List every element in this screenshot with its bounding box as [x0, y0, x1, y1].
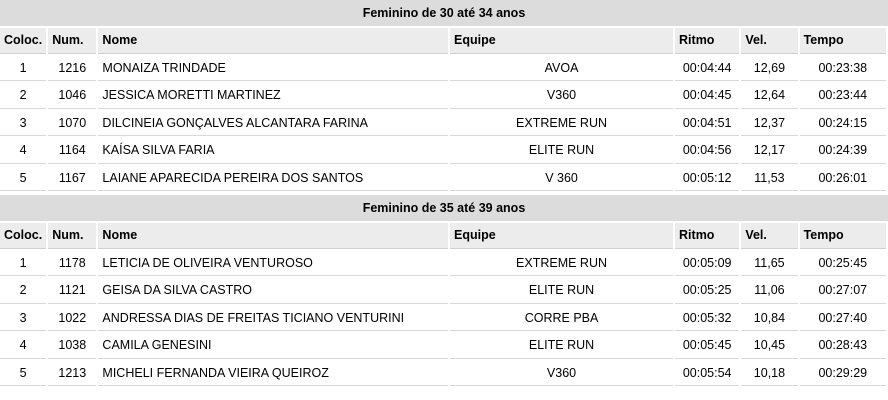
results-table — [0, 26, 888, 193]
cell-coloc: 4 — [0, 138, 46, 164]
cell-tempo: 00:26:01 — [800, 166, 886, 192]
cell-ritmo: 00:05:25 — [675, 278, 739, 304]
cell-coloc: 2 — [0, 83, 46, 109]
cell-vel: 10,45 — [741, 333, 797, 359]
cell-num: 1070 — [48, 111, 96, 137]
cell-ritmo: 00:05:09 — [675, 251, 739, 277]
cell-coloc: 3 — [0, 306, 46, 332]
cell-num: 1178 — [48, 251, 96, 277]
cell-tempo: 00:27:40 — [800, 306, 886, 332]
cell-vel: 11,65 — [741, 251, 797, 277]
column-header-nome: Nome — [98, 28, 448, 54]
cell-num: 1038 — [48, 333, 96, 359]
cell-equipe: V360 — [450, 361, 673, 387]
cell-coloc: 5 — [0, 166, 46, 192]
cell-tempo: 00:29:29 — [800, 361, 886, 387]
cell-coloc: 5 — [0, 361, 46, 387]
column-header-num: Num. — [48, 28, 96, 54]
cell-num: 1121 — [48, 278, 96, 304]
cell-nome: MICHELI FERNANDA VIEIRA QUEIROZ — [98, 361, 448, 387]
cell-nome: LETICIA DE OLIVEIRA VENTUROSO — [98, 251, 448, 277]
cell-vel: 10,84 — [741, 306, 797, 332]
cell-nome: MONAIZA TRINDADE — [98, 56, 448, 82]
column-header-ritmo: Ritmo — [675, 28, 739, 54]
column-header-coloc: Coloc. — [0, 223, 46, 249]
cell-ritmo: 00:05:45 — [675, 333, 739, 359]
cell-vel: 12,37 — [741, 111, 797, 137]
cell-nome: KAÍSA SILVA FARIA — [98, 138, 448, 164]
cell-vel: 12,64 — [741, 83, 797, 109]
table-row — [0, 56, 886, 82]
cell-tempo: 00:24:39 — [800, 138, 886, 164]
cell-vel: 12,17 — [741, 138, 797, 164]
cell-ritmo: 00:05:32 — [675, 306, 739, 332]
cell-num: 1216 — [48, 56, 96, 82]
cell-tempo: 00:27:07 — [800, 278, 886, 304]
table-row — [0, 166, 886, 192]
column-header-tempo: Tempo — [800, 223, 886, 249]
cell-ritmo: 00:04:51 — [675, 111, 739, 137]
cell-equipe: CORRE PBA — [450, 306, 673, 332]
cell-num: 1022 — [48, 306, 96, 332]
cell-coloc: 4 — [0, 333, 46, 359]
cell-vel: 11,06 — [741, 278, 797, 304]
cell-num: 1046 — [48, 83, 96, 109]
cell-nome: DILCINEIA GONÇALVES ALCANTARA FARINA — [98, 111, 448, 137]
cell-tempo: 00:23:38 — [800, 56, 886, 82]
cell-equipe: AVOA — [450, 56, 673, 82]
column-header-ritmo: Ritmo — [675, 223, 739, 249]
cell-tempo: 00:23:44 — [800, 83, 886, 109]
table-row — [0, 333, 886, 359]
cell-nome: LAIANE APARECIDA PEREIRA DOS SANTOS — [98, 166, 448, 192]
cell-ritmo: 00:05:54 — [675, 361, 739, 387]
cell-equipe: ELITE RUN — [450, 138, 673, 164]
table-row — [0, 278, 886, 304]
column-header-equipe: Equipe — [450, 223, 673, 249]
table-header-row — [0, 223, 886, 249]
column-header-nome: Nome — [98, 223, 448, 249]
cell-equipe: EXTREME RUN — [450, 111, 673, 137]
column-header-coloc: Coloc. — [0, 28, 46, 54]
cell-num: 1164 — [48, 138, 96, 164]
cell-coloc: 1 — [0, 251, 46, 277]
cell-nome: JESSICA MORETTI MARTINEZ — [98, 83, 448, 109]
table-header-row — [0, 28, 886, 54]
cell-tempo: 00:28:43 — [800, 333, 886, 359]
results-table — [0, 221, 888, 388]
cell-vel: 11,53 — [741, 166, 797, 192]
cell-vel: 12,69 — [741, 56, 797, 82]
column-header-num: Num. — [48, 223, 96, 249]
table-row — [0, 111, 886, 137]
table-row — [0, 306, 886, 332]
section-title: Feminino de 30 até 34 anos — [0, 0, 888, 26]
cell-num: 1167 — [48, 166, 96, 192]
cell-nome: GEISA DA SILVA CASTRO — [98, 278, 448, 304]
cell-tempo: 00:24:15 — [800, 111, 886, 137]
table-row — [0, 251, 886, 277]
cell-coloc: 2 — [0, 278, 46, 304]
cell-ritmo: 00:04:44 — [675, 56, 739, 82]
cell-ritmo: 00:04:56 — [675, 138, 739, 164]
table-row — [0, 83, 886, 109]
table-row — [0, 361, 886, 387]
column-header-tempo: Tempo — [800, 28, 886, 54]
cell-coloc: 1 — [0, 56, 46, 82]
section-title: Feminino de 35 até 39 anos — [0, 195, 888, 221]
cell-tempo: 00:25:45 — [800, 251, 886, 277]
cell-equipe: EXTREME RUN — [450, 251, 673, 277]
cell-nome: ANDRESSA DIAS DE FREITAS TICIANO VENTURINI — [98, 306, 448, 332]
cell-vel: 10,18 — [741, 361, 797, 387]
cell-equipe: V 360 — [450, 166, 673, 192]
column-header-vel: Vel. — [741, 223, 797, 249]
cell-ritmo: 00:05:12 — [675, 166, 739, 192]
cell-num: 1213 — [48, 361, 96, 387]
cell-nome: CAMILA GENESINI — [98, 333, 448, 359]
table-row — [0, 138, 886, 164]
cell-equipe: ELITE RUN — [450, 333, 673, 359]
cell-ritmo: 00:04:45 — [675, 83, 739, 109]
cell-equipe: V360 — [450, 83, 673, 109]
column-header-vel: Vel. — [741, 28, 797, 54]
cell-equipe: ELITE RUN — [450, 278, 673, 304]
column-header-equipe: Equipe — [450, 28, 673, 54]
cell-coloc: 3 — [0, 111, 46, 137]
